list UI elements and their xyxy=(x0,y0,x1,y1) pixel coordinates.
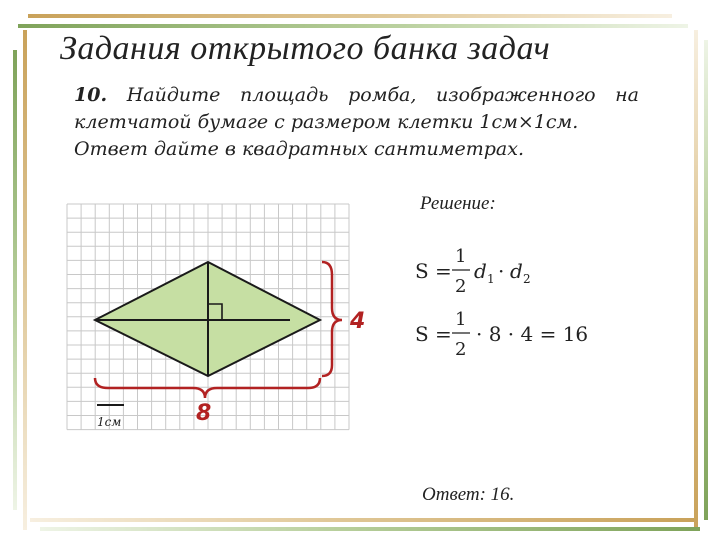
task-number: 10. xyxy=(74,84,108,106)
task-line-2: клетчатой бумаге с размером клетки 1см×1см. xyxy=(74,111,579,133)
formula-2-denominator: 2 xyxy=(455,339,467,360)
formula-1-denominator: 2 xyxy=(455,276,467,297)
formula-1-lhs: S = xyxy=(415,259,452,283)
formula-2-rest: · 8 · 4 = 16 xyxy=(476,322,589,346)
solution-label: Решение: xyxy=(420,193,496,214)
formula-2 xyxy=(415,309,588,360)
formula-1 xyxy=(415,246,531,297)
formula-2-numerator: 1 xyxy=(455,309,467,330)
formula-1-d2: d xyxy=(510,259,523,283)
formula-1-numerator: 1 xyxy=(455,246,467,267)
label-vertical-diagonal: 4 xyxy=(350,309,366,334)
formula-1-dot: · xyxy=(498,259,505,283)
scale-label: 1см xyxy=(97,415,122,429)
formula-1-sub1: 1 xyxy=(487,272,495,286)
label-horizontal-diagonal: 8 xyxy=(196,401,212,426)
formula-1-sub2: 2 xyxy=(523,272,531,286)
task-line-3: Ответ дайте в квадратных сантиметрах. xyxy=(74,138,524,160)
formula-2-lhs: S = xyxy=(415,322,452,346)
page-title: Задания открытого банка задач xyxy=(60,30,551,67)
formula-1-d1: d xyxy=(474,259,487,283)
task-line-1-text: Найдите площадь ромба, изображенного на xyxy=(126,84,639,106)
answer-text: Ответ: 16. xyxy=(422,484,515,505)
